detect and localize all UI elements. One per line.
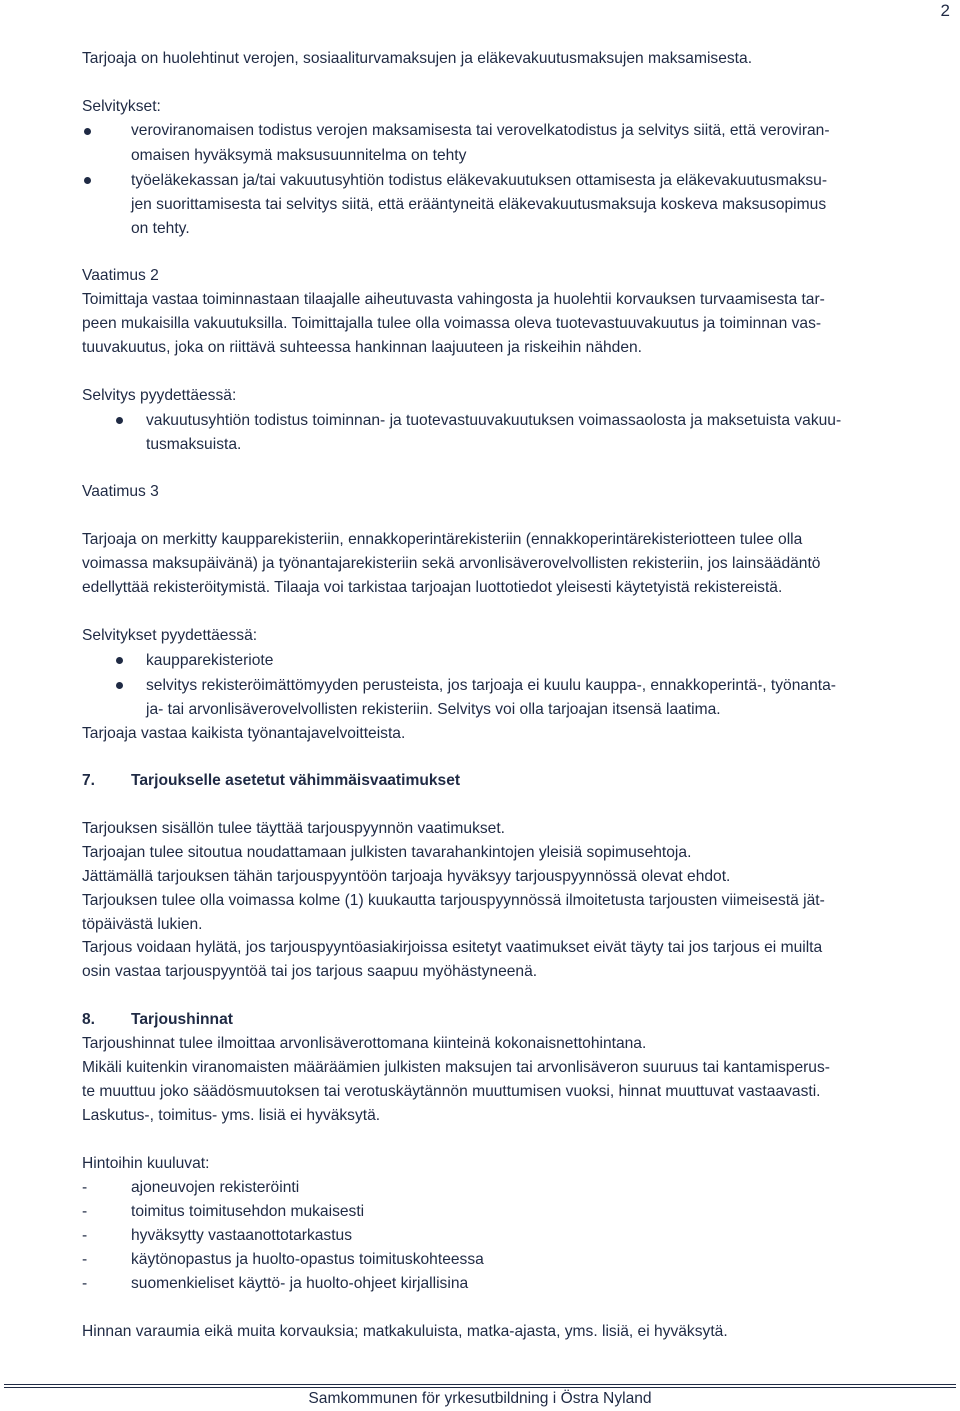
paragraph-line: te muuttuu joko säädösmuutoksen tai verotuskäytännön muuttumisen vuoksi, hinnat muuttuvat vastaavasti. (82, 1083, 821, 1100)
section-7-number: 7. (82, 772, 96, 789)
list-item-line: vakuutusyhtiön todistus toiminnan- ja tuotevastuuvakuutuksen voimassaolosta ja maksetuista vakuu- (146, 412, 842, 429)
paragraph-line: Jättämällä tarjouksen tähän tarjouspyyntöön tarjoaja hyväksyy tarjouspyynnössä olevat ehdot. (82, 868, 731, 885)
paragraph-line: tuuvakuutus, joka on riittävä suhteessa hankinnan laajuuteen ja riskeihin nähden. (82, 339, 643, 356)
list-item-line: ja- tai arvonlisäverovelvollisten rekisteriin. Selvitys voi olla tarjoajan itsensä laatima. (146, 701, 721, 718)
paragraph-line: voimassa maksupäivänä) ja työnantajarekisteriin sekä arvonlisäverovelvollisten rekisteriin, jos lainsäädäntö (82, 555, 821, 572)
paragraph-line: edellyttää rekisteröitymistä. Tilaaja voi tarkistaa tarjoajan luottotiedot yleisesti käytetyistä rekistereistä. (82, 579, 783, 596)
bullet-icon (116, 657, 123, 664)
footer-divider (4, 1384, 956, 1388)
list-item-line: veroviranomaisen todistus verojen maksamisesta tai verovelkatodistus ja selvitys siitä, että veroviran- (131, 122, 830, 139)
paragraph-line: Tarjouksen sisällön tulee täyttää tarjouspyynnön vaatimukset. (82, 820, 505, 837)
list-item-line: hyväksytty vastaanottotarkastus (131, 1227, 353, 1244)
dash-marker: - (82, 1227, 88, 1244)
hintoihin-label: Hintoihin kuuluvat: (82, 1155, 210, 1172)
selvitys-pyydettaessa-label: Selvitys pyydettäessä: (82, 387, 237, 404)
bullet-icon (116, 417, 123, 424)
section-8-title: Tarjoushinnat (131, 1011, 233, 1028)
list-item-line: ajoneuvojen rekisteröinti (131, 1179, 300, 1196)
paragraph-line: Tarjoushinnat tulee ilmoittaa arvonlisäverottomana kiinteinä kokonaisnettohintana. (82, 1035, 647, 1052)
dash-marker: - (82, 1179, 88, 1196)
list-item-line: työeläkekassan ja/tai vakuutusyhtiön todistus eläkevakuutuksen ottamisesta ja eläkevakuutusmaksu- (131, 172, 828, 189)
paragraph-line: töpäivästä lukien. (82, 916, 203, 933)
paragraph-line: Tarjous voidaan hylätä, jos tarjouspyyntöasiakirjoissa esitetyt vaatimukset eivät täyty tai jos tarjous ei muilta (82, 939, 823, 956)
list-item-line: käytönopastus ja huolto-opastus toimituskohteessa (131, 1251, 484, 1268)
section-8-number: 8. (82, 1011, 96, 1028)
paragraph-line: Laskutus-, toimitus- yms. lisiä ei hyväksytä. (82, 1107, 381, 1124)
paragraph-line: osin vastaa tarjouspyyntöä tai jos tarjous saapuu myöhästyneenä. (82, 963, 538, 980)
list-item-line: kaupparekisteriote (146, 652, 274, 669)
bullet-icon (84, 177, 91, 184)
list-item-line: suomenkieliset käyttö- ja huolto-ohjeet kirjallisina (131, 1275, 469, 1292)
bullet-icon (116, 682, 123, 689)
paragraph-line: Tarjouksen tulee olla voimassa kolme (1) kuukautta tarjouspyynnössä ilmoitetusta tarjousten viimeisestä jät- (82, 892, 825, 909)
section-7-title: Tarjoukselle asetetut vähimmäisvaatimukset (131, 772, 461, 789)
list-item-line: jen suorittamisesta tai selvitys siitä, että erääntyneitä eläkevakuutusmaksuja koskeva maksusopimus (131, 196, 827, 213)
list-item-line: omaisen hyväksymä maksusuunnitelma on tehty (131, 147, 467, 164)
list-item-line: on tehty. (131, 220, 190, 237)
list-item-line: tusmaksuista. (146, 436, 242, 453)
dash-marker: - (82, 1275, 88, 1292)
paragraph-line: peen mukaisilla vakuutuksilla. Toimittajalla tulee olla voimassa oleva tuotevastuuvakuutus ja toiminnan vas- (82, 315, 822, 332)
paragraph-line: Toimittaja vastaa toiminnastaan tilaajalle aiheutuvasta vahingosta ja huolehtii korvauksen turvaamisesta tar- (82, 291, 825, 308)
paragraph-line: Mikäli kuitenkin viranomaisten määräämien julkisten maksujen tai arvonlisäveron suuruus tai kantamisperus- (82, 1059, 830, 1076)
footer-text: Samkommunen för yrkesutbildning i Östra Nyland (308, 1390, 652, 1407)
page-number: 2 (940, 1, 950, 20)
bullet-icon (84, 128, 91, 135)
selvitykset-label: Selvitykset: (82, 98, 161, 115)
dash-marker: - (82, 1203, 88, 1220)
vaatimus3-title: Vaatimus 3 (82, 483, 159, 500)
closing-paragraph: Hinnan varaumia eikä muita korvauksia; matkakuluista, matka-ajasta, yms. lisiä, ei hyväksytä. (82, 1323, 728, 1340)
paragraph-line: Tarjoajan tulee sitoutua noudattamaan julkisten tavarahankintojen yleisiä sopimusehtoja. (82, 844, 692, 861)
paragraph-line: Tarjoaja on merkitty kaupparekisteriin, ennakkoperintärekisteriin (ennakkoperintärekisteriotteen tulee olla (82, 531, 803, 548)
dash-marker: - (82, 1251, 88, 1268)
vaatimus2-title: Vaatimus 2 (82, 267, 159, 284)
selvitykset-pyydettaessa-label: Selvitykset pyydettäessä: (82, 627, 258, 644)
list-item-line: selvitys rekisteröimättömyyden perusteista, jos tarjoaja ei kuulu kauppa-, ennakkoperintä-, työnanta- (146, 677, 836, 694)
paragraph-line: Tarjoaja vastaa kaikista työnantajavelvoitteista. (82, 725, 406, 742)
intro-paragraph: Tarjoaja on huolehtinut verojen, sosiaaliturvamaksujen ja eläkevakuutusmaksujen maksamisesta. (82, 50, 753, 67)
list-item-line: toimitus toimitusehdon mukaisesti (131, 1203, 365, 1220)
